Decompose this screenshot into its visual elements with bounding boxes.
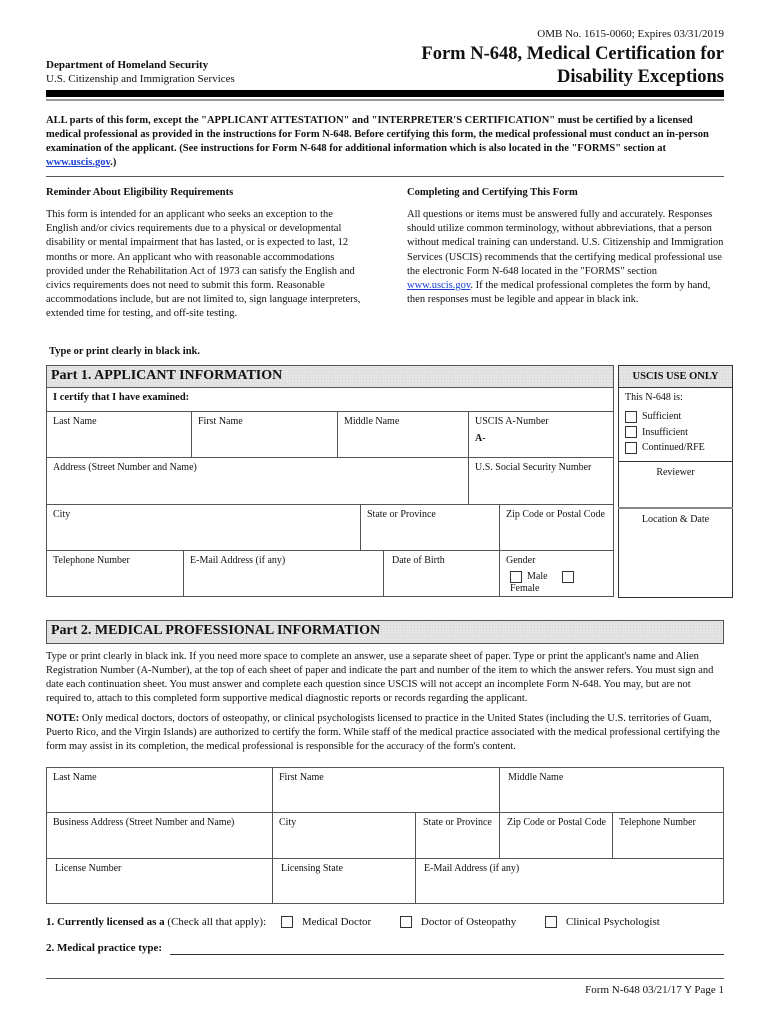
option-label: Doctor of Osteopathy	[420, 916, 517, 928]
male-label: Male	[527, 571, 548, 583]
reminder-text: This form is intended for an applicant who seeks an exception to the English and/or civics requirements due to a physical or developmental disability or mental impairment that has lasted, or is expected to last, 12 months or more. An applicant who with reasonable accommodations provided under the Rehabilitation Act of 1973 can satisfy the English and civics requirements does not need to submit this form. Reasonable accommodations include, but are not limited to, sign language interpreters, extended time for testing, and off-site testing.	[46, 209, 361, 320]
label: Zip Code or Postal Code	[506, 509, 605, 520]
label: City	[53, 509, 71, 520]
label: U.S. Social Security Number	[475, 462, 592, 473]
osteopathy-checkbox[interactable]	[400, 916, 516, 928]
location-date-label: Location & Date	[641, 514, 710, 525]
checkbox-icon[interactable]	[510, 571, 522, 583]
label: Licensing State	[281, 863, 343, 874]
female-label: Female	[510, 583, 540, 594]
option-label: Continued/RFE	[642, 442, 705, 453]
applicant-city-field[interactable]	[46, 504, 361, 551]
label: Zip Code or Postal Code	[507, 817, 606, 828]
ink-note: Type or print clearly in black ink.	[49, 346, 200, 357]
applicant-first-name-field[interactable]	[191, 411, 338, 458]
part2-note	[46, 712, 726, 754]
label: Middle Name	[508, 772, 564, 783]
completing-heading: Completing and Certifying This Form	[407, 187, 578, 198]
label: Date of Birth	[392, 555, 445, 566]
label: Address (Street Number and Name)	[53, 462, 197, 473]
medical-doctor-checkbox[interactable]	[281, 916, 371, 928]
label: First Name	[198, 416, 243, 427]
applicant-address-field[interactable]	[46, 457, 469, 505]
title-line-2: Disability Exceptions	[556, 67, 724, 87]
divider	[618, 507, 733, 509]
option-label: Insufficient	[642, 426, 688, 438]
reviewer-label: Reviewer	[656, 467, 695, 478]
subagency: U.S. Citizenship and Immigration Services	[46, 73, 235, 85]
psychologist-checkbox[interactable]	[545, 916, 660, 928]
uscis-use-header: USCIS USE ONLY	[618, 365, 733, 388]
licensing-state-field[interactable]	[272, 858, 416, 904]
applicant-zip-field[interactable]	[499, 504, 614, 551]
completing-body: All questions or items must be answered fully and accurately. Responses should utilize common terminology, without abbreviations, that a person without medical training can understand. U.S. Citizenship and Immigration Services (USCIS) recommends that the certifying medical professional use the electronic Form N-648 located in the "FORMS" section	[407, 209, 724, 277]
agency: Department of Homeland Security	[46, 59, 209, 71]
reminder-heading: Reminder About Eligibility Requirements	[46, 187, 234, 198]
part1-header: Part 1. APPLICANT INFORMATION	[46, 365, 614, 388]
uscis-link[interactable]: www.uscis.gov	[46, 157, 111, 168]
applicant-phone-field[interactable]	[46, 550, 184, 597]
header-rule	[46, 90, 724, 97]
label: Telephone Number	[619, 817, 696, 828]
business-address-field[interactable]	[46, 812, 273, 859]
intro-body: ALL parts of this form, except the "APPLICANT ATTESTATION" and "INTERPRETER'S CERTIFICATION" must be certified by a licensed medical professional as provided in the instructions for Form N-648. Before certifying this form, the medical professional must conduct an in-person examination of the applicant. (See instructions for Form N-648 for additional information which is also located in the "FORMS" section at	[46, 115, 709, 154]
dob-field[interactable]	[383, 550, 500, 597]
gender-field	[499, 550, 614, 597]
insufficient-checkbox[interactable]	[625, 425, 726, 441]
label: City	[279, 817, 297, 828]
completing-text	[407, 208, 725, 307]
label: E-Mail Address (if any)	[424, 863, 520, 874]
checkbox-icon[interactable]	[400, 916, 412, 928]
uscis-is-label: This N-648 is:	[625, 392, 683, 403]
applicant-middle-name-field[interactable]	[337, 411, 469, 458]
label: USCIS A-Number	[475, 416, 549, 427]
sufficient-checkbox[interactable]	[625, 409, 726, 425]
label: State or Province	[367, 509, 436, 520]
ssn-field[interactable]	[468, 457, 614, 505]
label: License Number	[55, 863, 122, 874]
checkbox-icon[interactable]	[562, 571, 574, 583]
intro-tail: .)	[110, 157, 117, 168]
mp-email-field[interactable]	[415, 858, 724, 904]
checkbox-icon[interactable]	[545, 916, 557, 928]
mp-zip-field[interactable]	[499, 812, 613, 859]
part2-instructions: Type or print clearly in black ink. If you need more space to complete an answer, use a separate sheet of paper. Type or print the applicant's name and Alien Registration Number (A-Number), at the top of each sheet of paper and indicate the part and number of the item to which the answer refers. You must sign and date each continuation sheet. You must answer and complete each question since USCIS will not accept an incomplete Form N-648. You may, but are not required to, attach to this completed form supportive medical diagnostic reports or records regarding the applicant.	[46, 651, 714, 704]
label: Business Address (Street Number and Name)	[53, 817, 235, 828]
label: Gender	[506, 555, 536, 566]
option-label: Clinical Psychologist	[565, 916, 660, 928]
a-number-field[interactable]	[468, 411, 614, 458]
checkbox-icon[interactable]	[625, 411, 637, 423]
q1-label: 1. Currently licensed as a	[46, 916, 165, 928]
label: Middle Name	[344, 416, 400, 427]
label: Last Name	[53, 772, 97, 783]
q1-hint: (Check all that apply):	[164, 916, 267, 928]
checkbox-icon[interactable]	[281, 916, 293, 928]
practice-type-input[interactable]	[170, 954, 724, 955]
label: E-Mail Address (if any)	[190, 555, 286, 566]
mp-last-name-field[interactable]	[46, 767, 273, 813]
a-prefix: A-	[475, 433, 486, 444]
uscis-use-box	[618, 387, 733, 598]
option-label: Sufficient	[642, 411, 682, 422]
checkbox-icon[interactable]	[625, 442, 637, 454]
omb-number: OMB No. 1615-0060; Expires 03/31/2019	[537, 28, 724, 40]
mp-first-name-field[interactable]	[272, 767, 500, 813]
continued-rfe-checkbox[interactable]	[625, 440, 726, 456]
mp-middle-name-field[interactable]	[499, 767, 724, 813]
practice-type-label: 2. Medical practice type:	[46, 942, 163, 954]
mp-state-field[interactable]	[415, 812, 500, 859]
certify-label: I certify that I have examined:	[46, 387, 614, 412]
male-checkbox[interactable]	[510, 571, 548, 582]
applicant-last-name-field[interactable]	[46, 411, 192, 458]
footer-rule	[46, 978, 724, 979]
label: Last Name	[53, 416, 97, 427]
applicant-state-field[interactable]	[360, 504, 500, 551]
title-line-1: Form N-648, Medical Certification for	[421, 44, 724, 64]
mp-phone-field[interactable]	[612, 812, 724, 859]
note-label: NOTE:	[46, 713, 80, 724]
checkbox-icon[interactable]	[625, 426, 637, 438]
part2-header: Part 2. MEDICAL PROFESSIONAL INFORMATION	[46, 620, 724, 644]
label: First Name	[279, 772, 324, 783]
label: State or Province	[423, 817, 492, 828]
license-type-question	[46, 916, 736, 928]
form-title	[421, 43, 724, 89]
footer-text: Form N-648 03/21/17 Y Page 1	[585, 984, 724, 996]
license-number-field[interactable]	[46, 858, 273, 904]
divider	[618, 461, 733, 462]
header-rule-thin	[46, 99, 724, 101]
uscis-options	[625, 409, 726, 456]
option-label: Medical Doctor	[301, 916, 372, 928]
divider	[46, 176, 724, 177]
note-text: Only medical doctors, doctors of osteopathy, or clinical psychologists licensed to practice in the United States (including the U.S. territories of Guam, Puerto Rico, and the Virgin Islands) are authorized to certify the form. While staff of the medical practice associated with the medical professional certifying the form may assist in its completion, the medical professional is responsible for the accuracy of the form's content.	[46, 713, 720, 752]
label: Telephone Number	[53, 555, 130, 566]
mp-city-field[interactable]	[272, 812, 416, 859]
completing-tail: . If the medical professional completes the form by hand, then responses must be legible and appear in black ink.	[407, 280, 711, 306]
applicant-email-field[interactable]	[183, 550, 384, 597]
uscis-link-2[interactable]: www.uscis.gov	[407, 280, 471, 292]
intro-text	[46, 114, 726, 170]
